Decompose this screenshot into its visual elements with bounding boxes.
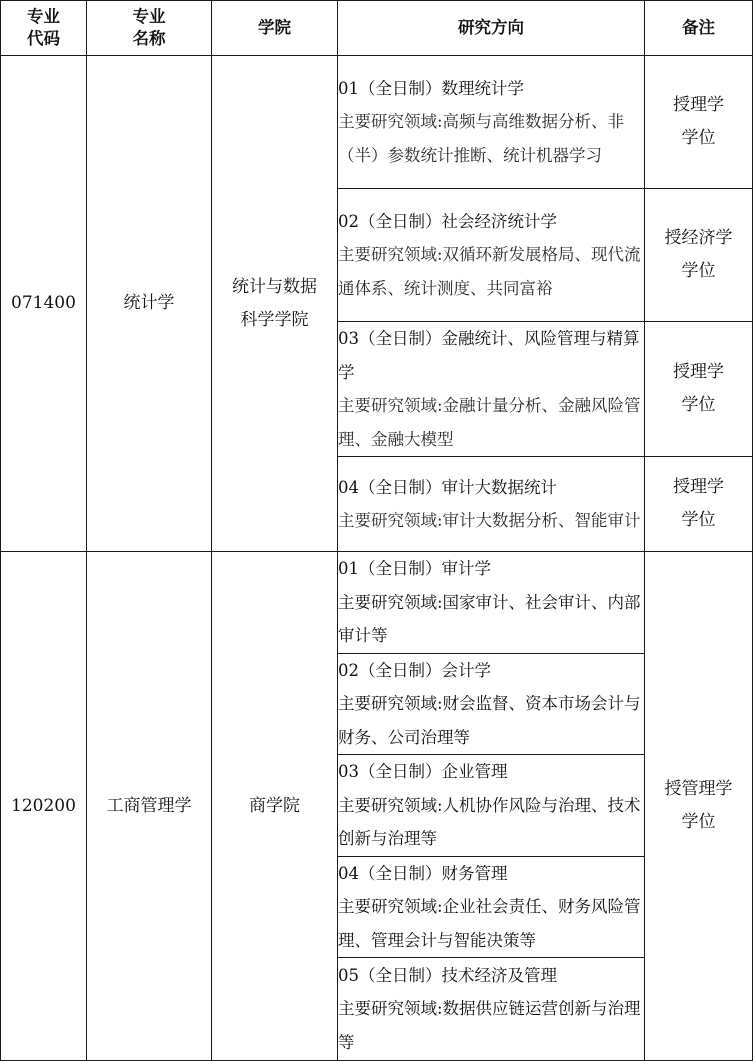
table-row [1,552,753,654]
research-direction [338,958,645,1061]
degree-note: 授经济学 学位 [645,189,753,322]
direction-area: 主要研究领域:高频与高维数据分析、非（半）参数统计推断、统计机器学习 [338,112,625,165]
major-name: 统计学 [87,56,212,552]
research-direction [338,189,645,322]
direction-title: 01（全日制）审计学 [338,559,491,578]
header-row [1,1,753,56]
direction-title: 02（全日制）会计学 [338,660,491,680]
research-direction [338,322,645,457]
direction-area: 主要研究领域:人机协作风险与治理、技术创新与治理等 [338,795,641,848]
direction-title: 03（全日制）企业管理 [338,762,508,781]
direction-area: 主要研究领域:双循环新发展格局、现代流通体系、统计测度、共同富裕 [338,245,641,298]
research-direction [338,457,645,552]
degree-note: 授理学 学位 [645,322,753,457]
direction-area: 主要研究领域:国家审计、社会审计、内部审计等 [338,592,641,645]
header-code: 专业 代码 [1,1,87,56]
direction-area: 主要研究领域:审计大数据分析、智能审计 [338,511,641,530]
degree-note: 授理学 学位 [645,56,753,189]
degree-note: 授理学 学位 [645,457,753,552]
major-name: 工商管理学 [87,552,212,1061]
research-direction [338,755,645,857]
direction-title: 05（全日制）技术经济及管理 [338,965,557,985]
direction-title: 04（全日制）财务管理 [338,863,508,883]
direction-area: 主要研究领域:企业社会责任、财务风险管理、管理会计与智能决策等 [338,897,641,950]
header-name: 专业 名称 [87,1,212,56]
research-direction [338,552,645,654]
college-name: 商学院 [212,552,338,1061]
direction-title: 01（全日制）数理统计学 [338,78,524,98]
header-college: 学院 [212,1,338,56]
research-direction [338,856,645,958]
direction-area: 主要研究领域:财会监督、资本市场会计与财务、公司治理等 [338,694,641,747]
research-direction [338,653,645,755]
header-note: 备注 [645,1,753,56]
direction-title: 04（全日制）审计大数据统计 [338,477,557,497]
direction-title: 02（全日制）社会经济统计学 [338,211,557,231]
degree-note: 授管理学 学位 [645,552,753,1061]
table-row [1,56,753,189]
direction-area: 主要研究领域:金融计量分析、金融风险管理、金融大模型 [338,396,641,449]
research-direction [338,56,645,189]
major-code: 071400 [1,56,87,552]
college-name: 统计与数据 科学学院 [212,56,338,552]
direction-title: 03（全日制）金融统计、风险管理与精算学 [338,329,640,382]
header-direction: 研究方向 [338,1,645,56]
major-code: 120200 [1,552,87,1061]
direction-area: 主要研究领域:数据供应链运营创新与治理等 [338,999,641,1052]
